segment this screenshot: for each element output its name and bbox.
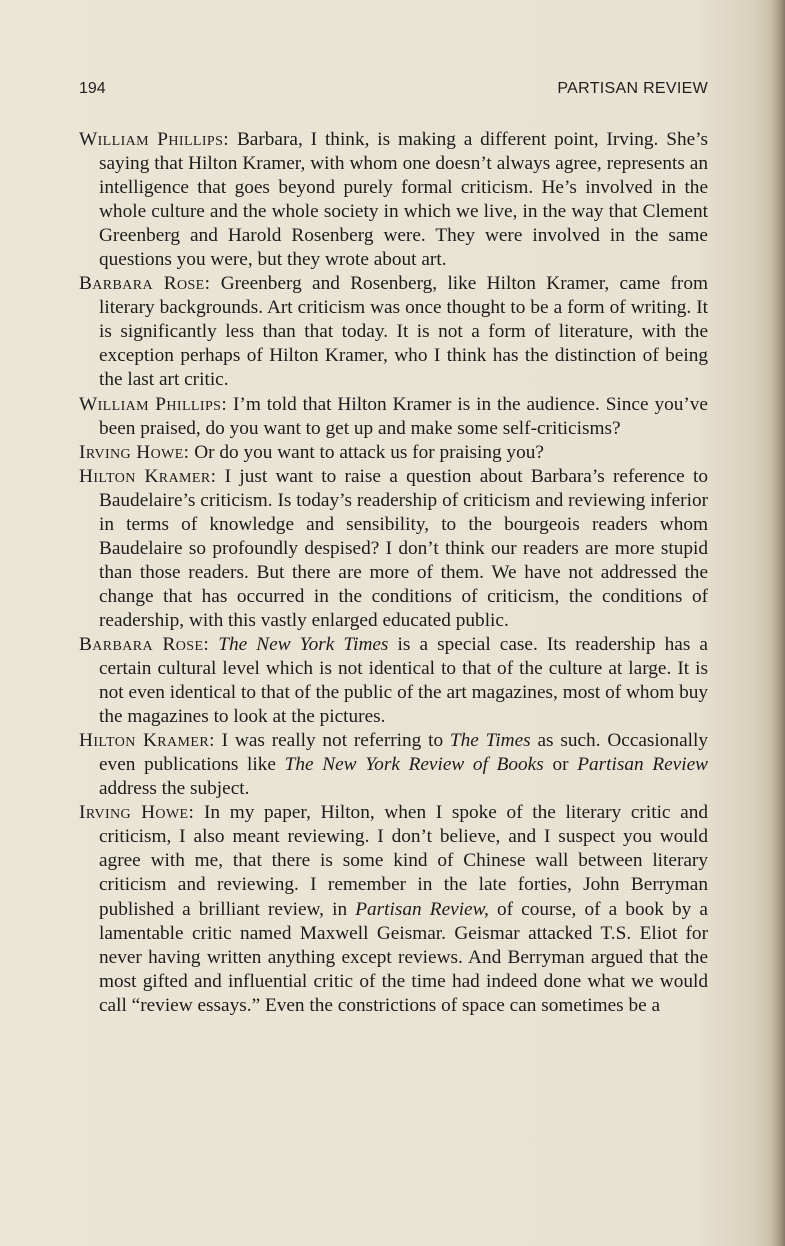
page-gutter-edge [771, 0, 785, 1246]
dialogue-paragraph [79, 729, 708, 801]
italic-title-text: Partisan Review, [355, 898, 489, 920]
speech-text: I’m told that Hilton Kramer is in the audience. Since you’ve been praised, do you want to get up and make some self-criticisms? [99, 393, 708, 439]
italic-title-text: Partisan Review [577, 754, 708, 776]
speaker-name: Hilton Kramer: [79, 730, 215, 752]
speech-text: I just want to raise a question about Barbara’s reference to Baudelaire’s criticism. Is today’s readership of criticism and reviewing inferior in terms of knowledge and sensibility, to the bourgeois readers whom Baudelaire so profoundly despised? I don’t think our readers are more stupid than those readers. But there are more of them. We have not addressed the change that has occurred in the conditions of criticism, the conditions of readership, with this vastly enlarged educated public. [99, 465, 708, 631]
running-title: PARTISAN REVIEW [557, 80, 708, 97]
italic-title-text: The Times [449, 730, 531, 752]
speech-text: In my paper, Hilton, when I spoke of the literary critic and criticism, I also meant reviewing. I don’t believe, and I suspect you would agree with me, that there is some kind of Chinese wall between literary criticism and reviewing. I remember in the late forties, John Berryman published a brilliant review, in [99, 802, 708, 920]
dialogue-paragraph [79, 465, 708, 633]
speech-text: I was really not referring to [214, 730, 450, 752]
speech-text: of course, of a book by a lamentable critic named Maxwell Geismar. Geismar attacked T.S. Eliot for never having written anything except reviews. And Berryman argued that the most gifted and influential critic of the time had indeed done what we would call “review essays.” Even the constrictions of space can sometimes be a [99, 898, 708, 1016]
speech-text: Or do you want to attack us for praising you? [189, 441, 544, 463]
transcript-body [79, 128, 708, 1018]
speech-text: as such. Occasionally even publications like [99, 730, 708, 776]
italic-title-text: The New York Times [218, 633, 389, 655]
speech-text [209, 634, 218, 655]
speech-text: is a special case. Its readership has a certain cultural level which is not identical to that of the culture at large. It is not even identical to that of the public of the art magazines, most of whom buy the magazines to look at the pictures. [99, 633, 708, 728]
speaker-name: Irving Howe: [79, 802, 195, 824]
speaker-name: William Phillips: [79, 393, 228, 415]
running-header [79, 80, 708, 102]
dialogue-paragraph [79, 801, 708, 1017]
dialogue-paragraph [79, 633, 708, 729]
speaker-name: Irving Howe: [79, 441, 190, 463]
dialogue-paragraph [79, 272, 708, 392]
speaker-name: Barbara Rose: [79, 633, 210, 655]
dialogue-paragraph [79, 393, 708, 441]
italic-title-text: The New York Review of Books [284, 754, 544, 776]
speech-text: address the subject. [99, 778, 250, 800]
speaker-name: William Phillips: [79, 129, 230, 150]
speaker-name: Barbara Rose: [79, 273, 211, 295]
page-number: 194 [79, 80, 106, 97]
speaker-name: Hilton Kramer: [79, 465, 217, 487]
speech-text: Barbara, I think, is making a different point, Irving. She’s saying that Hilton Kramer, with whom one doesn’t always agree, represents an intelligence that goes beyond purely formal criticism. He’s involved in the whole culture and the whole society in which we live, in the way that Clement Greenberg and Harold Rosenberg were. They were involved in the same questions you were, but they wrote about art. [99, 129, 709, 271]
dialogue-paragraph [79, 128, 708, 272]
dialogue-paragraph [79, 441, 708, 465]
speech-text: or [543, 754, 578, 776]
speech-text: Greenberg and Rosenberg, like Hilton Kramer, came from literary backgrounds. Art criticism was once thought to be a form of writing. It is significantly less than that today. It is not a form of literature, with the exception perhaps of Hilton Kramer, who I think has the distinction of being the last art critic. [99, 273, 708, 391]
